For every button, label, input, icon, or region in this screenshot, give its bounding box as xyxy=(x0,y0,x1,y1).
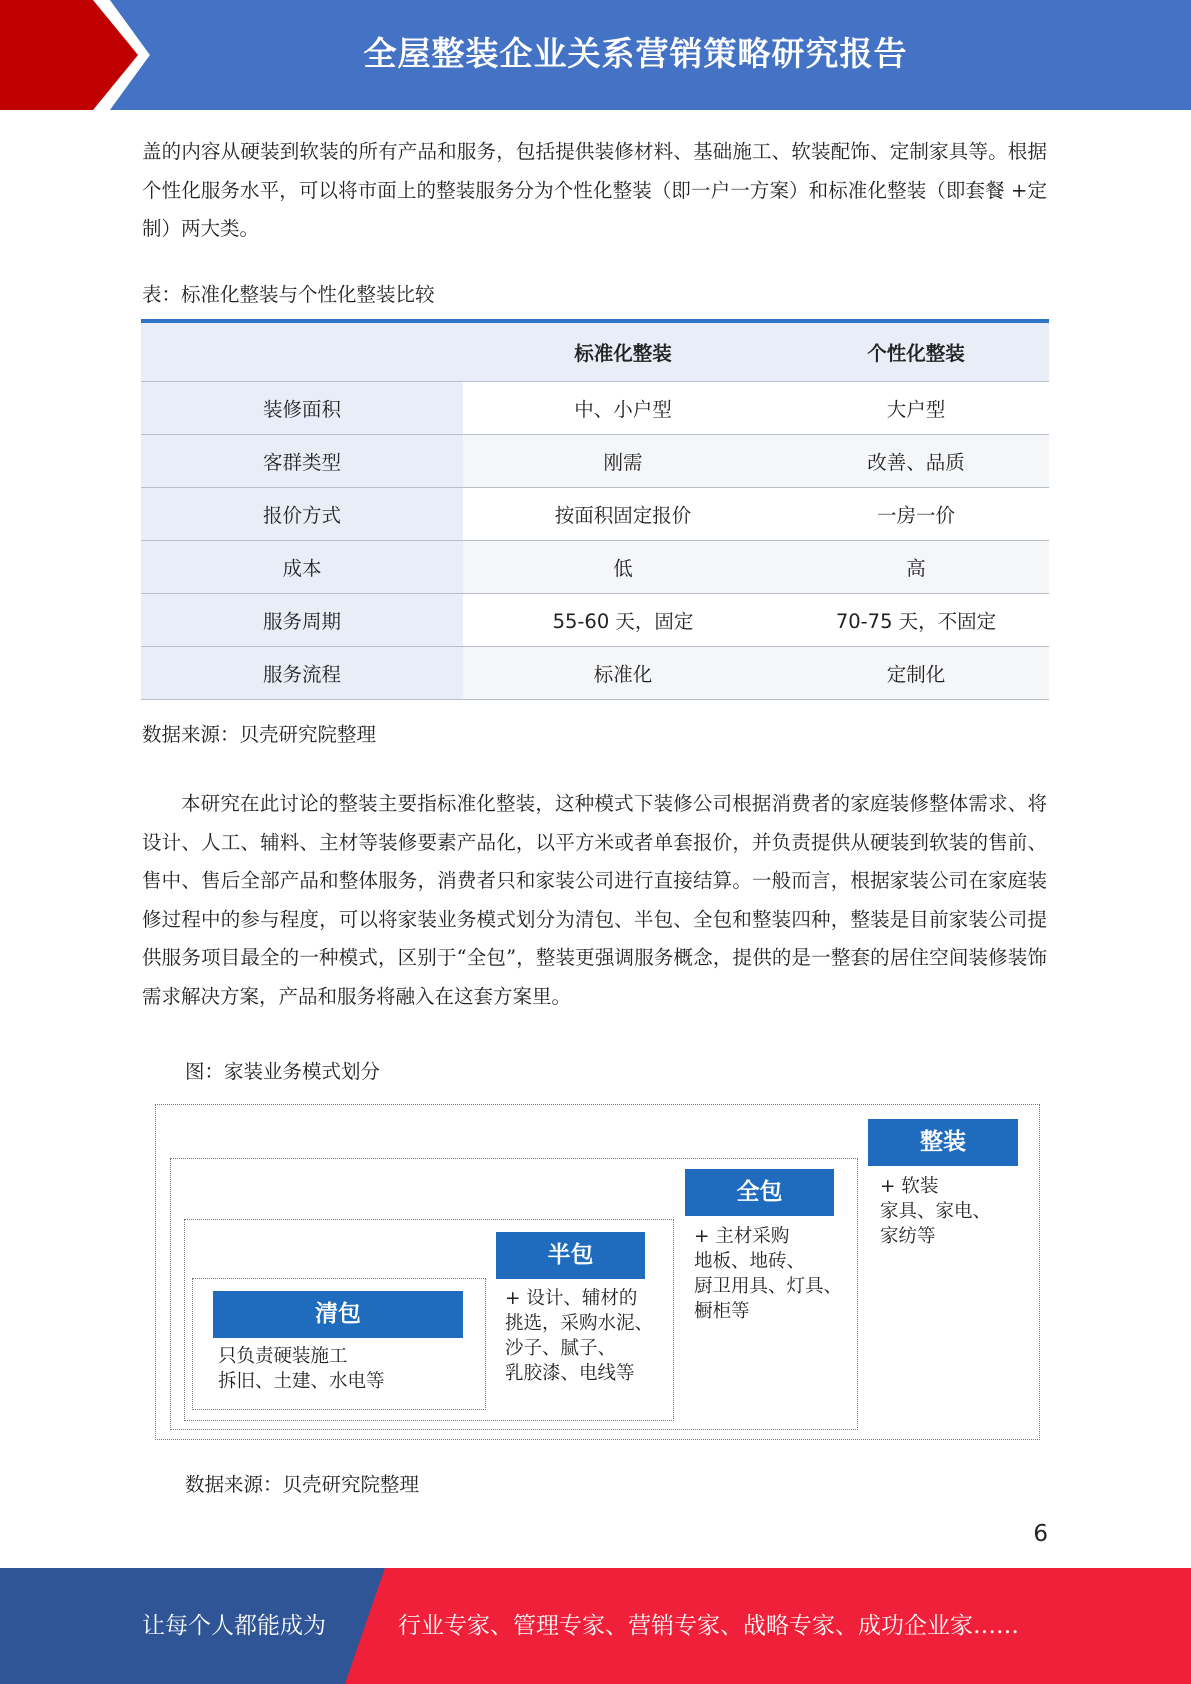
page-footer xyxy=(0,1568,1191,1684)
description-line: 拆旧、土建、水电等 xyxy=(218,1371,385,1392)
table-header-cell: 个性化整装 xyxy=(783,323,1049,382)
table-cell: 标准化 xyxy=(463,647,783,700)
report-title: 全屋整装企业关系营销策略研究报告 xyxy=(363,34,908,73)
table-cell: 服务周期 xyxy=(141,594,463,647)
table-cell: 大户型 xyxy=(783,382,1049,435)
table-cell: 刚需 xyxy=(463,435,783,488)
header-arrow-decoration xyxy=(0,0,160,110)
description-line: + 软装 xyxy=(880,1176,939,1197)
page-number: 6 xyxy=(1033,1521,1048,1547)
table-cell: 定制化 xyxy=(783,647,1049,700)
description-line: 挑选，采购水泥、 xyxy=(505,1313,654,1334)
table-header-row xyxy=(141,323,1049,382)
quanbao-description xyxy=(694,1224,842,1324)
table-cell: 高 xyxy=(783,541,1049,594)
comparison-table xyxy=(141,319,1049,700)
table-header-cell: 标准化整装 xyxy=(463,323,783,382)
description-line: + 设计、辅材的 xyxy=(505,1288,638,1309)
table-caption: 表：标准化整装与个性化整装比较 xyxy=(142,283,435,306)
description-line: 只负责硬装施工 xyxy=(218,1346,348,1367)
body-paragraph: 本研究在此讨论的整装主要指标准化整装，这种模式下装修公司根据消费者的家庭装修整体需求、将设计、人工、辅料、主材等装修要素产品化，以平方米或者单套报价，并负责提供从硬装到软装的售前、售中、售后全部产品和整体服务，消费者只和家装公司进行直接结算。一般而言，根据家装公司在家庭装修过程中的参与程度，可以将家装业务模式划分为清包、半包、全包和整装四种，整装是目前家装公司提供服务项目最全的一种模式，区别于“全包”，整装更强调服务概念，提供的是一整套的居住空间装修装饰需求解决方案，产品和服务将融入在这套方案里。 xyxy=(142,792,1047,1008)
description-line: 厨卫用具、灯具、 xyxy=(694,1276,843,1297)
table-cell: 装修面积 xyxy=(141,382,463,435)
zhengzhuang-description xyxy=(880,1174,991,1249)
table-cell: 客群类型 xyxy=(141,435,463,488)
table-row xyxy=(141,435,1049,488)
table-source: 数据来源：贝壳研究院整理 xyxy=(142,723,377,746)
intro-paragraph: 盖的内容从硬装到软装的所有产品和服务，包括提供装修材料、基础施工、软装配饰、定制家具等。根据个性化服务水平，可以将市面上的整装服务分为个性化整装（即一户一方案）和标准化整装（即套餐 +定制）两大类。 xyxy=(142,140,1047,240)
table-header-cell xyxy=(141,323,463,382)
table-cell: 70-75 天，不固定 xyxy=(783,594,1049,647)
table-cell: 55-60 天，固定 xyxy=(463,594,783,647)
qingbao-description xyxy=(218,1344,385,1394)
table-cell: 成本 xyxy=(141,541,463,594)
table-cell: 中、小户型 xyxy=(463,382,783,435)
table-row xyxy=(141,647,1049,700)
figure-caption: 图：家装业务模式划分 xyxy=(185,1060,381,1083)
description-line: + 主材采购 xyxy=(694,1226,790,1247)
table-cell: 低 xyxy=(463,541,783,594)
table-cell: 报价方式 xyxy=(141,488,463,541)
table-row xyxy=(141,488,1049,541)
description-line: 乳胶漆、电线等 xyxy=(505,1363,635,1384)
description-line: 橱柜等 xyxy=(694,1301,750,1322)
table-cell: 按面积固定报价 xyxy=(463,488,783,541)
page-header xyxy=(0,0,1191,110)
description-line: 地板、地砖、 xyxy=(694,1251,806,1272)
table-cell: 服务流程 xyxy=(141,647,463,700)
zhengzhuang-label: 整装 xyxy=(868,1119,1018,1166)
table-row xyxy=(141,382,1049,435)
table-cell: 一房一价 xyxy=(783,488,1049,541)
banbao-description xyxy=(505,1286,653,1386)
qingbao-label: 清包 xyxy=(213,1291,463,1338)
description-line: 家纺等 xyxy=(880,1226,936,1247)
table-row xyxy=(141,594,1049,647)
footer-slogan-right: 行业专家、管理专家、营销专家、战略专家、成功企业家…… xyxy=(398,1613,1019,1639)
table-row xyxy=(141,541,1049,594)
footer-slogan-left: 让每个人都能成为 xyxy=(142,1613,326,1639)
description-line: 沙子、腻子、 xyxy=(505,1338,617,1359)
table-cell: 改善、品质 xyxy=(783,435,1049,488)
description-line: 家具、家电、 xyxy=(880,1201,992,1222)
banbao-label: 半包 xyxy=(496,1232,645,1279)
figure-source: 数据来源：贝壳研究院整理 xyxy=(185,1473,420,1496)
quanbao-label: 全包 xyxy=(685,1169,834,1216)
